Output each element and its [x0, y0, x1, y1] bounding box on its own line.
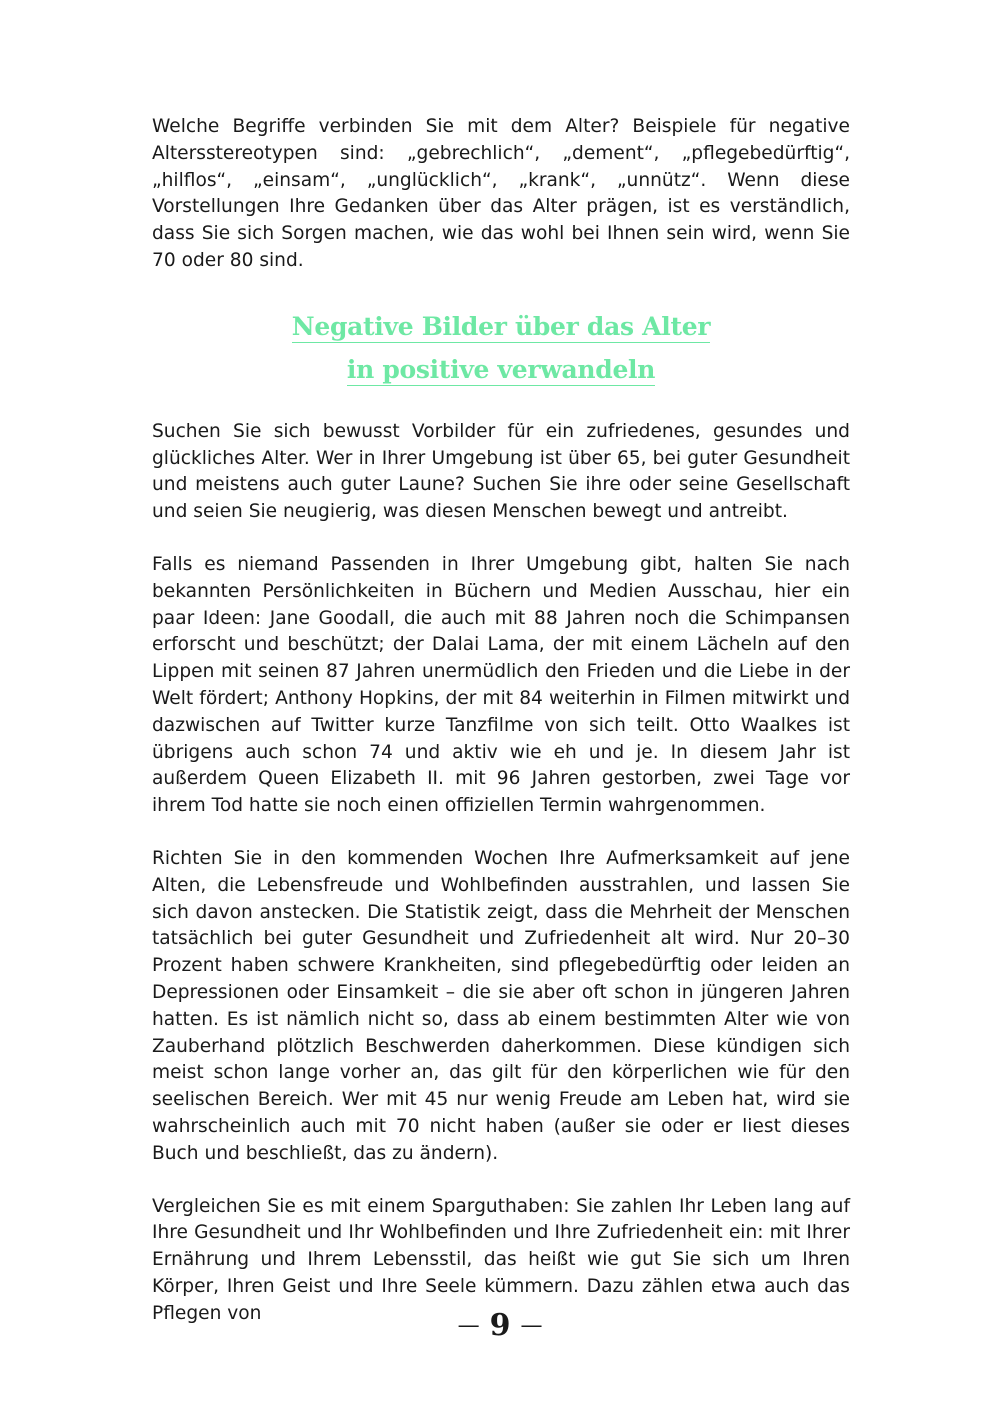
- section-heading-line-1: Negative Bilder über das Alter: [291, 311, 711, 341]
- section-heading: [152, 305, 850, 391]
- page-number-dash-right: —: [520, 1313, 543, 1338]
- body-paragraph-2: Falls es niemand Passenden in Ihrer Umgebung gibt, halten Sie nach bekannten Persönlichkeiten in Büchern und Medien Ausschau, hier ein paar Ideen: Jane Goodall, die auch mit 88 Jahren noch die Schimpansen erforscht und beschützt; der Dalai Lama, der mit einem Lächeln auf den Lippen mit seinen 87 Jahren unermüdlich den Frieden und die Liebe in der Welt fördert; Anthony Hopkins, der mit 84 weiterhin in Filmen mitwirkt und dazwischen auf Twitter kurze Tanzfilme von sich teilt. Otto Waalkes ist übrigens auch schon 74 und aktiv wie eh und je. In diesem Jahr ist außerdem Queen Elizabeth II. mit 96 Jahren gestorben, zwei Tage vor ihrem Tod hatte sie noch einen offiziellen Termin wahrgenommen.: [152, 553, 850, 817]
- page-body: [152, 114, 850, 1327]
- page-number-footer: [0, 1308, 1000, 1343]
- page-number: 9: [489, 1308, 511, 1343]
- body-paragraph-1: Suchen Sie sich bewusst Vorbilder für ein zufriedenes, gesundes und glückliches Alter. Wer in Ihrer Umgebung ist über 65, bei guter Gesundheit und meistens auch guter Laune? Suchen Sie ihre oder seine Gesellschaft und seien Sie neugierig, was diesen Menschen bewegt und antreibt.: [152, 420, 850, 523]
- section-heading-line-2: in positive verwandeln: [346, 354, 656, 384]
- body-paragraph-4: Vergleichen Sie es mit einem Sparguthaben: Sie zahlen Ihr Leben lang auf Ihre Gesundheit und Ihr Wohlbefinden und Ihre Zufriedenheit ein: mit Ihrer Ernährung und Ihrem Lebensstil, das heißt wie gut Sie sich um Ihren Körper, Ihren Geist und Ihre Seele kümmern. Dazu zählen etwa auch das Pflegen von: [152, 1195, 850, 1324]
- intro-paragraph: Welche Begriffe verbinden Sie mit dem Alter? Beispiele für negative Altersstereotypen sind: „gebrechlich“, „dement“, „pflegebedürftig“, „hilflos“, „einsam“, „unglücklich“, „krank“, „unnütz“. Wenn diese Vorstellungen Ihre Gedanken über das Alter prägen, ist es verständlich, dass Sie sich Sorgen machen, wie das wohl bei Ihnen sein wird, wenn Sie 70 oder 80 sind.: [152, 116, 850, 271]
- page-number-dash-left: —: [457, 1313, 480, 1338]
- body-paragraph-3: Richten Sie in den kommenden Wochen Ihre Aufmerksamkeit auf jene Alten, die Lebensfreude und Wohlbefinden ausstrahlen, und lassen Sie sich davon anstecken. Die Statistik zeigt, dass die Mehrheit der Menschen tatsächlich bei guter Gesundheit und Zufriedenheit alt wird. Nur 20–30 Prozent haben schwere Krankheiten, sind pflegebedürftig oder leiden an Depressionen oder Einsamkeit – die sie aber oft schon in jüngeren Jahren hatten. Es ist nämlich nicht so, dass ab einem bestimmten Alter wie von Zauberhand plötzlich Beschwerden daherkommen. Diese kündigen sich meist schon lange vorher an, das gilt für den körperlichen wie für den seelischen Bereich. Wer mit 45 nur wenig Freude am Leben hat, wird sie wahrscheinlich auch mit 70 nicht haben (außer sie oder er liest dieses Buch und beschließt, das zu ändern).: [152, 847, 850, 1164]
